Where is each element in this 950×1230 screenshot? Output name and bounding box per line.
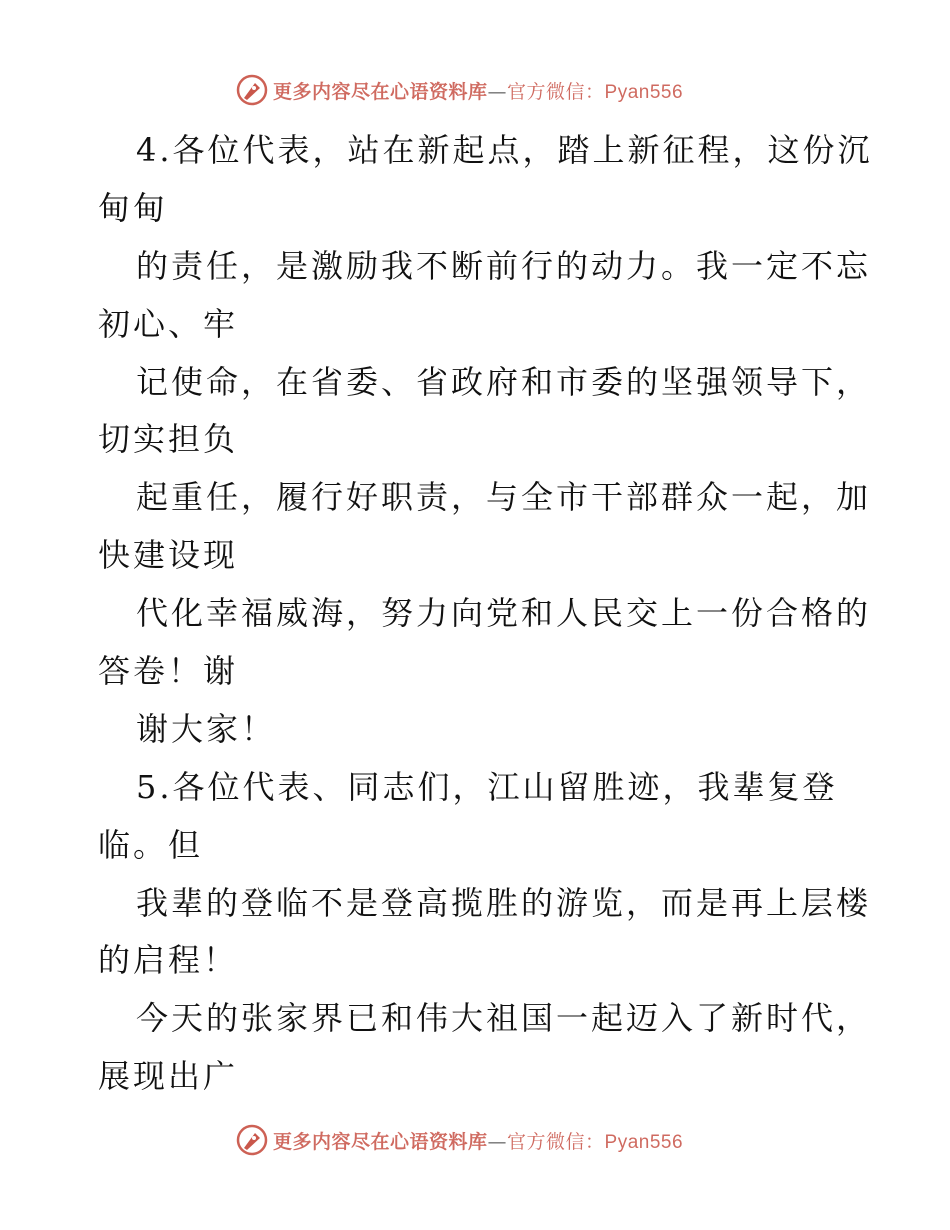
watermark-separator: —: [487, 80, 508, 103]
text-line: 答卷！谢: [98, 652, 239, 691]
text-line: 的启程！: [98, 941, 239, 980]
footer-watermark: [235, 1122, 683, 1158]
text-line: 初心、牢: [98, 304, 239, 343]
watermark-label: 官方微信：: [507, 80, 605, 103]
text-line: 甸甸: [98, 188, 169, 227]
fountain-pen-nib-icon: [235, 1123, 269, 1157]
watermark-wechat-id: Pyan556: [604, 81, 684, 103]
text-line: 起重任，履行好职责，与全市干部群众一起，加: [136, 478, 872, 517]
text-line: 的责任，是激励我不断前行的动力。我一定不忘: [136, 246, 872, 285]
text-line: 快建设现: [98, 536, 239, 575]
fountain-pen-nib-icon: [235, 73, 269, 107]
text-line: 记使命，在省委、省政府和市委的坚强领导下，: [136, 362, 872, 401]
text-line: 代化幸福威海，努力向党和人民交上一份合格的: [136, 594, 872, 633]
text-line: 今天的张家界已和伟大祖国一起迈入了新时代，: [136, 999, 872, 1038]
text-line: 临。但: [98, 825, 204, 864]
text-line: 谢大家！: [136, 709, 277, 748]
watermark-brand: 更多内容尽在心语资料库: [273, 80, 488, 103]
header-watermark: [235, 72, 683, 108]
watermark-brand: 更多内容尽在心语资料库: [273, 1130, 488, 1153]
document-body: [98, 122, 873, 1106]
text-line: 5.各位代表、同志们，江山留胜迹，我辈复登: [136, 767, 838, 806]
text-line: 切实担负: [98, 420, 239, 459]
text-line: 我辈的登临不是登高揽胜的游览，而是再上层楼: [136, 883, 872, 922]
watermark-text: [273, 1127, 683, 1154]
watermark-label: 官方微信：: [507, 1130, 605, 1153]
watermark-wechat-id: Pyan556: [604, 1131, 684, 1153]
watermark-text: [273, 77, 683, 104]
watermark-separator: —: [487, 1130, 508, 1153]
text-line: 展现出广: [98, 1057, 239, 1096]
text-line: 4.各位代表，站在新起点，踏上新征程，这份沉: [136, 131, 873, 169]
